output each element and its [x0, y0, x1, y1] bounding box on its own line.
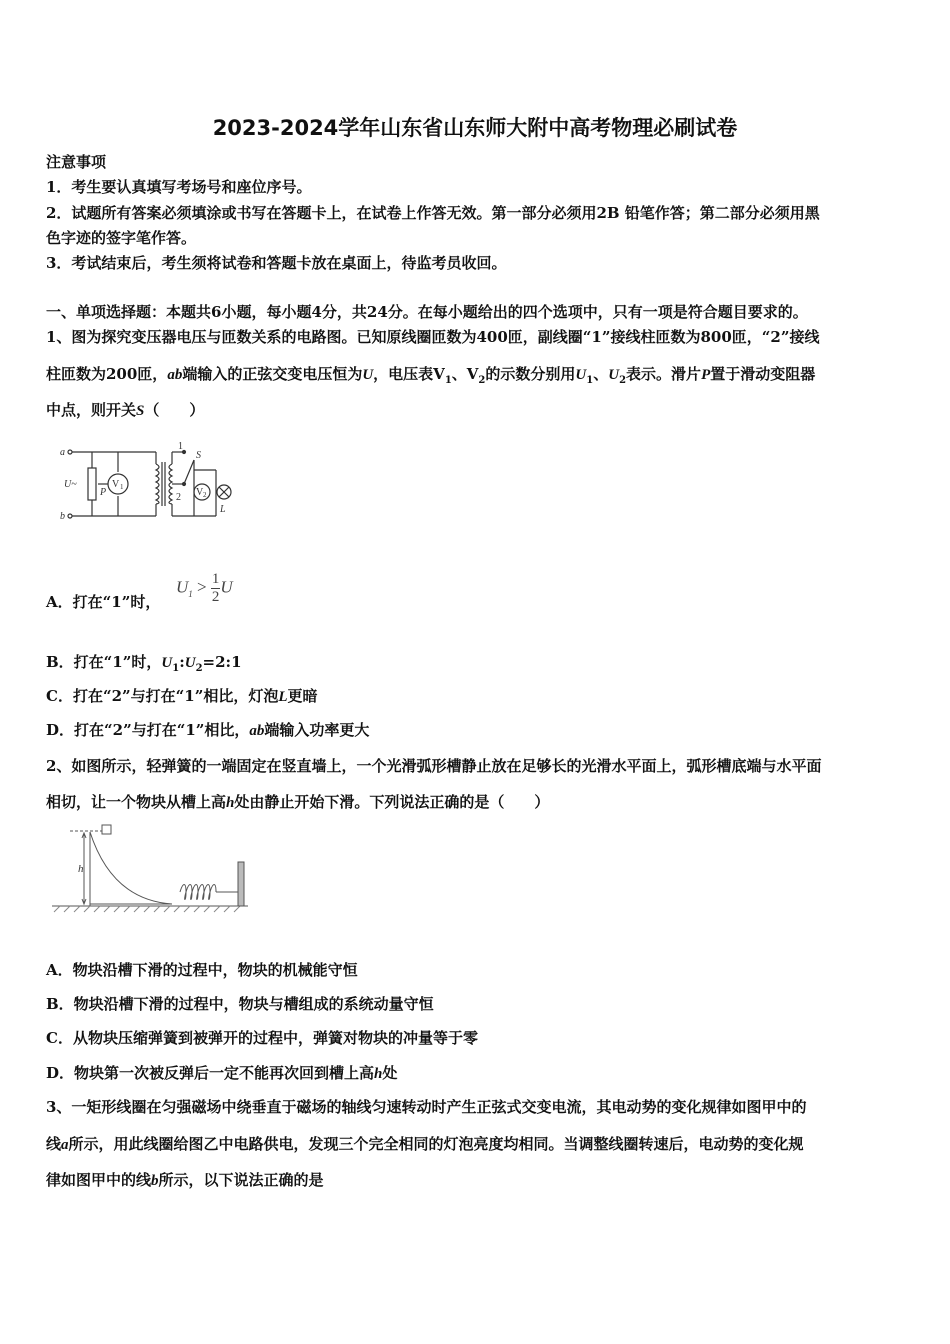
q2-line-1: 2、如图所示，轻弹簧的一端固定在竖直墙上，一个光滑弧形槽静止放在足够长的光滑水平面上，弧形槽底端与水平面	[46, 757, 822, 775]
lamp-l-label: L	[220, 504, 226, 515]
notice-item-2-cont: 色字迹的签字笔作答。	[46, 229, 197, 247]
q1-line-1: 1、图为探究变压器电压与匝数关系的电路图。已知原线圈匝数为400匝，副线圈“1”接线柱匝数为800匝，“2”接线	[46, 328, 820, 346]
transformer-circuit-diagram	[56, 440, 246, 525]
q2-option-a: A．物块沿槽下滑的过程中，物块的机械能守恒	[46, 961, 358, 979]
q1-line-2: 柱匝数为200匝，ab端输入的正弦交变电压恒为U，电压表$V_1$、$V_2$的示数分别用$U_1$、$U_2$表示。滑片P置于滑动变阻器	[46, 365, 816, 386]
svg-text:2: 2	[203, 491, 207, 499]
notice-item-3: 3．考试结束后，考生须将试卷和答题卡放在桌面上，待监考员收回。	[46, 254, 507, 272]
q3-line-3: 律如图甲中的线b所示，以下说法正确的是	[46, 1171, 324, 1189]
height-h-label: h	[78, 863, 84, 875]
page-title: 2023-2024学年山东省山东师大附中高考物理必刷试卷	[212, 116, 738, 140]
q1-option-c: C．打在“2”与打在“1”相比，灯泡L更暗	[46, 687, 318, 705]
q3-line-1: 3、一矩形线圈在匀强磁场中绕垂直于磁场的轴线匀速转动时产生正弦式交变电流，其电动势的变化规律如图甲中的	[46, 1098, 807, 1116]
q2-option-b: B．物块沿槽下滑的过程中，物块与槽组成的系统动量守恒	[46, 995, 434, 1013]
q3-line-2: 线a所示，用此线圈给图乙中电路供电，发现三个完全相同的灯泡亮度均相同。当调整线圈转速后，电动势的变化规	[46, 1135, 804, 1153]
tap-2-label: 2	[176, 492, 181, 503]
q2-option-d: D．物块第一次被反弹后一定不能再次回到槽上高h处	[46, 1064, 398, 1082]
q1-line-3: 中点，则开关S（ ）	[46, 401, 205, 419]
notice-item-2: 2．试题所有答案必须填涂或书写在答题卡上，在试卷上作答无效。第一部分必须用2B 铅笔作答；第二部分必须用黑	[46, 204, 820, 222]
notice-heading: 注意事项	[46, 153, 107, 171]
q2-line-2: 相切，让一个物块从槽上高h处由静止开始下滑。下列说法正确的是（ ）	[46, 793, 550, 811]
q1-option-a: A．打在“1”时，	[46, 593, 161, 611]
slider-p-label: P	[100, 487, 107, 498]
q1-option-b: B．打在“1”时，$U_1:U_2=2:1$	[46, 653, 242, 674]
notice-item-1: 1．考生要认真填写考场号和座位序号。	[46, 178, 312, 196]
terminal-b-label: b	[60, 511, 65, 522]
tap-1-label: 1	[178, 441, 183, 452]
switch-s-label: S	[196, 450, 201, 461]
input-voltage-label: U~	[64, 479, 77, 490]
q1-option-a-formula: $U_1$ > $\frac{1}{2}$ U	[176, 571, 233, 605]
voltmeter-v2-label: V	[196, 487, 204, 498]
spring-slope-diagram	[52, 822, 252, 914]
q2-option-c: C．从物块压缩弹簧到被弹开的过程中，弹簧对物块的冲量等于零	[46, 1029, 478, 1047]
q1-option-d: D．打在“2”与打在“1”相比，ab端输入功率更大	[46, 721, 370, 739]
terminal-a-label: a	[60, 447, 65, 458]
section-heading: 一、单项选择题：本题共6小题，每小题4分，共24分。在每小题给出的四个选项中，只有一项是符合题目要求的。	[46, 303, 808, 321]
voltmeter-v1-label: V	[112, 479, 120, 490]
svg-text:1: 1	[120, 483, 124, 491]
